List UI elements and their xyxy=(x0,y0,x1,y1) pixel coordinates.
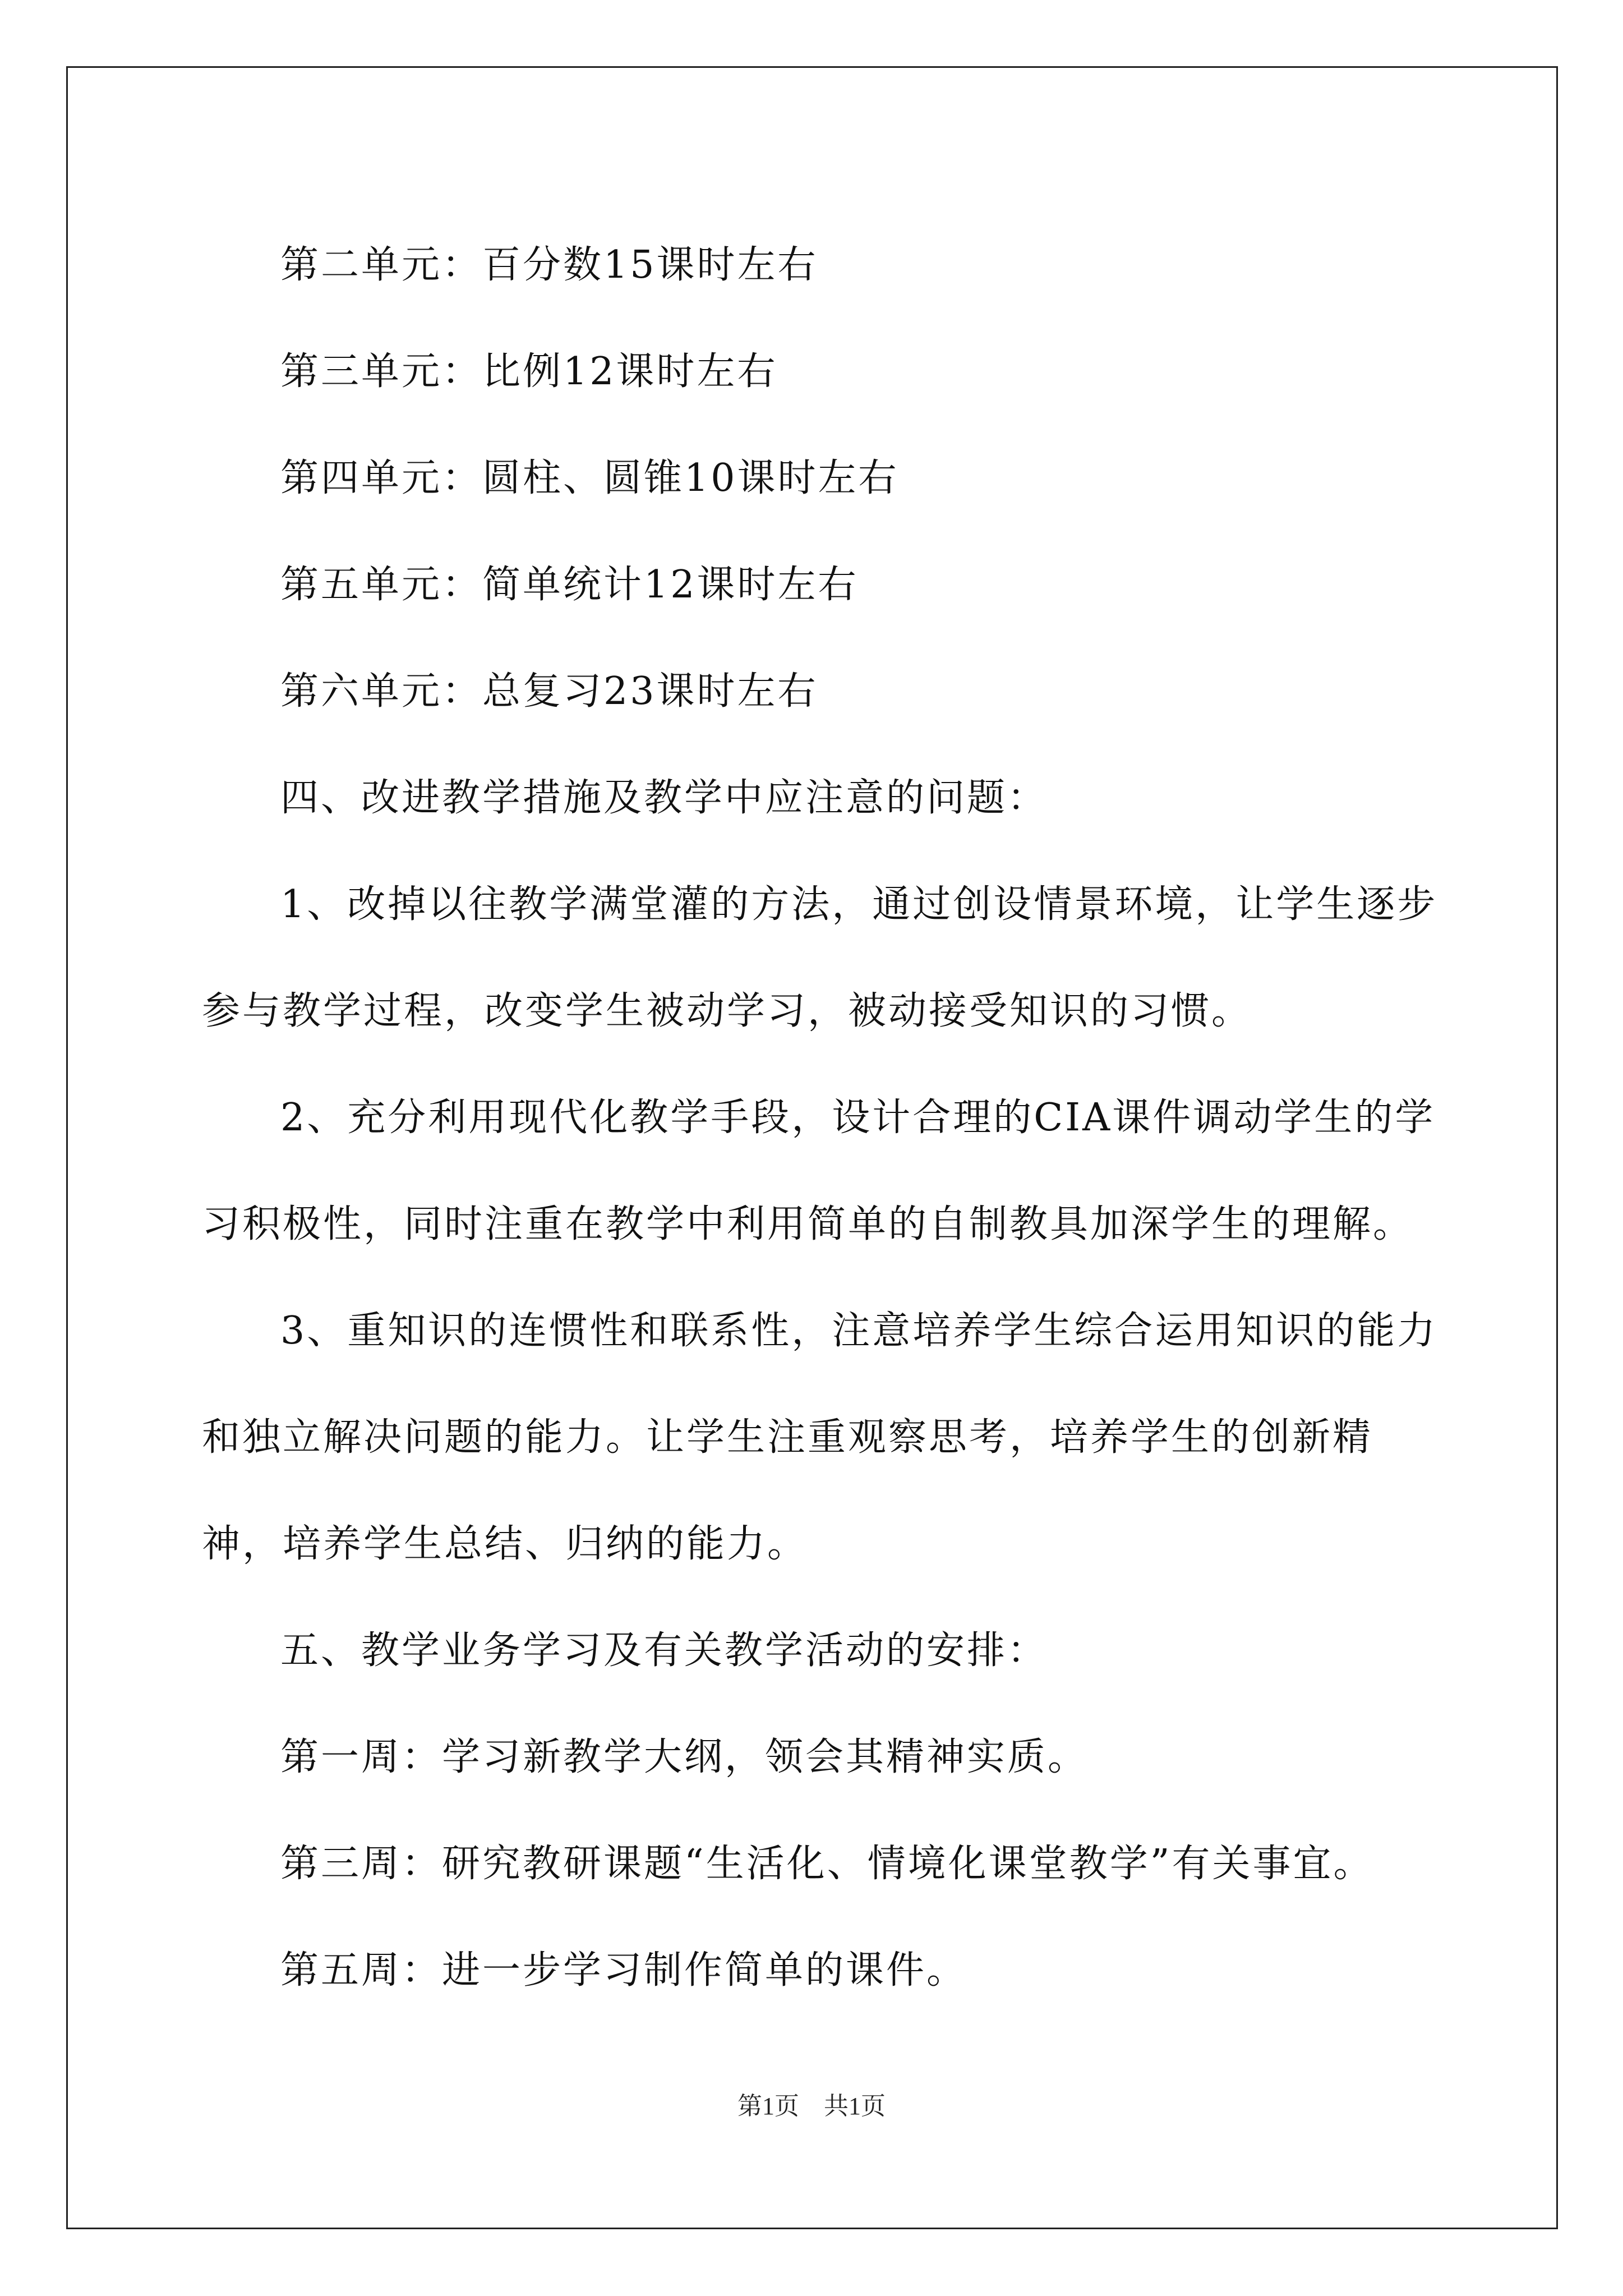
paragraph-measure-1: 1、改掉以往教学满堂灌的方法，通过创设情景环境，让学生逐步参与教学过程，改变学生被动学习，被动接受知识的习惯。 xyxy=(202,882,1438,1033)
paragraph-unit-3: 第三单元：比例12课时左右 xyxy=(280,349,778,394)
paragraph-unit-6: 第六单元：总复习23课时左右 xyxy=(280,669,818,714)
section-heading-5: 五、教学业务学习及有关教学活动的安排： xyxy=(280,1628,1048,1673)
section-heading-4: 四、改进教学措施及教学中应注意的问题： xyxy=(280,776,1048,820)
page-footer: 第1页 共1页 xyxy=(737,2092,886,2120)
paragraph-unit-2: 第二单元：百分数15课时左右 xyxy=(280,243,818,287)
paragraph-week-1: 第一周：学习新教学大纲，领会其精神实质。 xyxy=(280,1735,1089,1779)
paragraph-unit-4: 第四单元：圆柱、圆锥10课时左右 xyxy=(280,456,899,500)
paragraph-week-3: 第三周：研究教研课题“生活化、情境化课堂教学”有关事宜。 xyxy=(280,1842,1374,1886)
paragraph-measure-2: 2、充分利用现代化教学手段，设计合理的CIA课件调动学生的学习积极性，同时注重在教学中利用简单的自制教具加深学生的理解。 xyxy=(202,1096,1436,1246)
paragraph-unit-5: 第五单元：简单统计12课时左右 xyxy=(280,563,859,607)
paragraph-measure-3: 3、重知识的连惯性和联系性，注意培养学生综合运用知识的能力和独立解决问题的能力。让学生注重观察思考，培养学生的创新精神，培养学生总结、归纳的能力。 xyxy=(202,1309,1438,1566)
paragraph-week-5: 第五周：进一步学习制作简单的课件。 xyxy=(280,1948,967,1993)
document-body xyxy=(202,212,1453,2024)
